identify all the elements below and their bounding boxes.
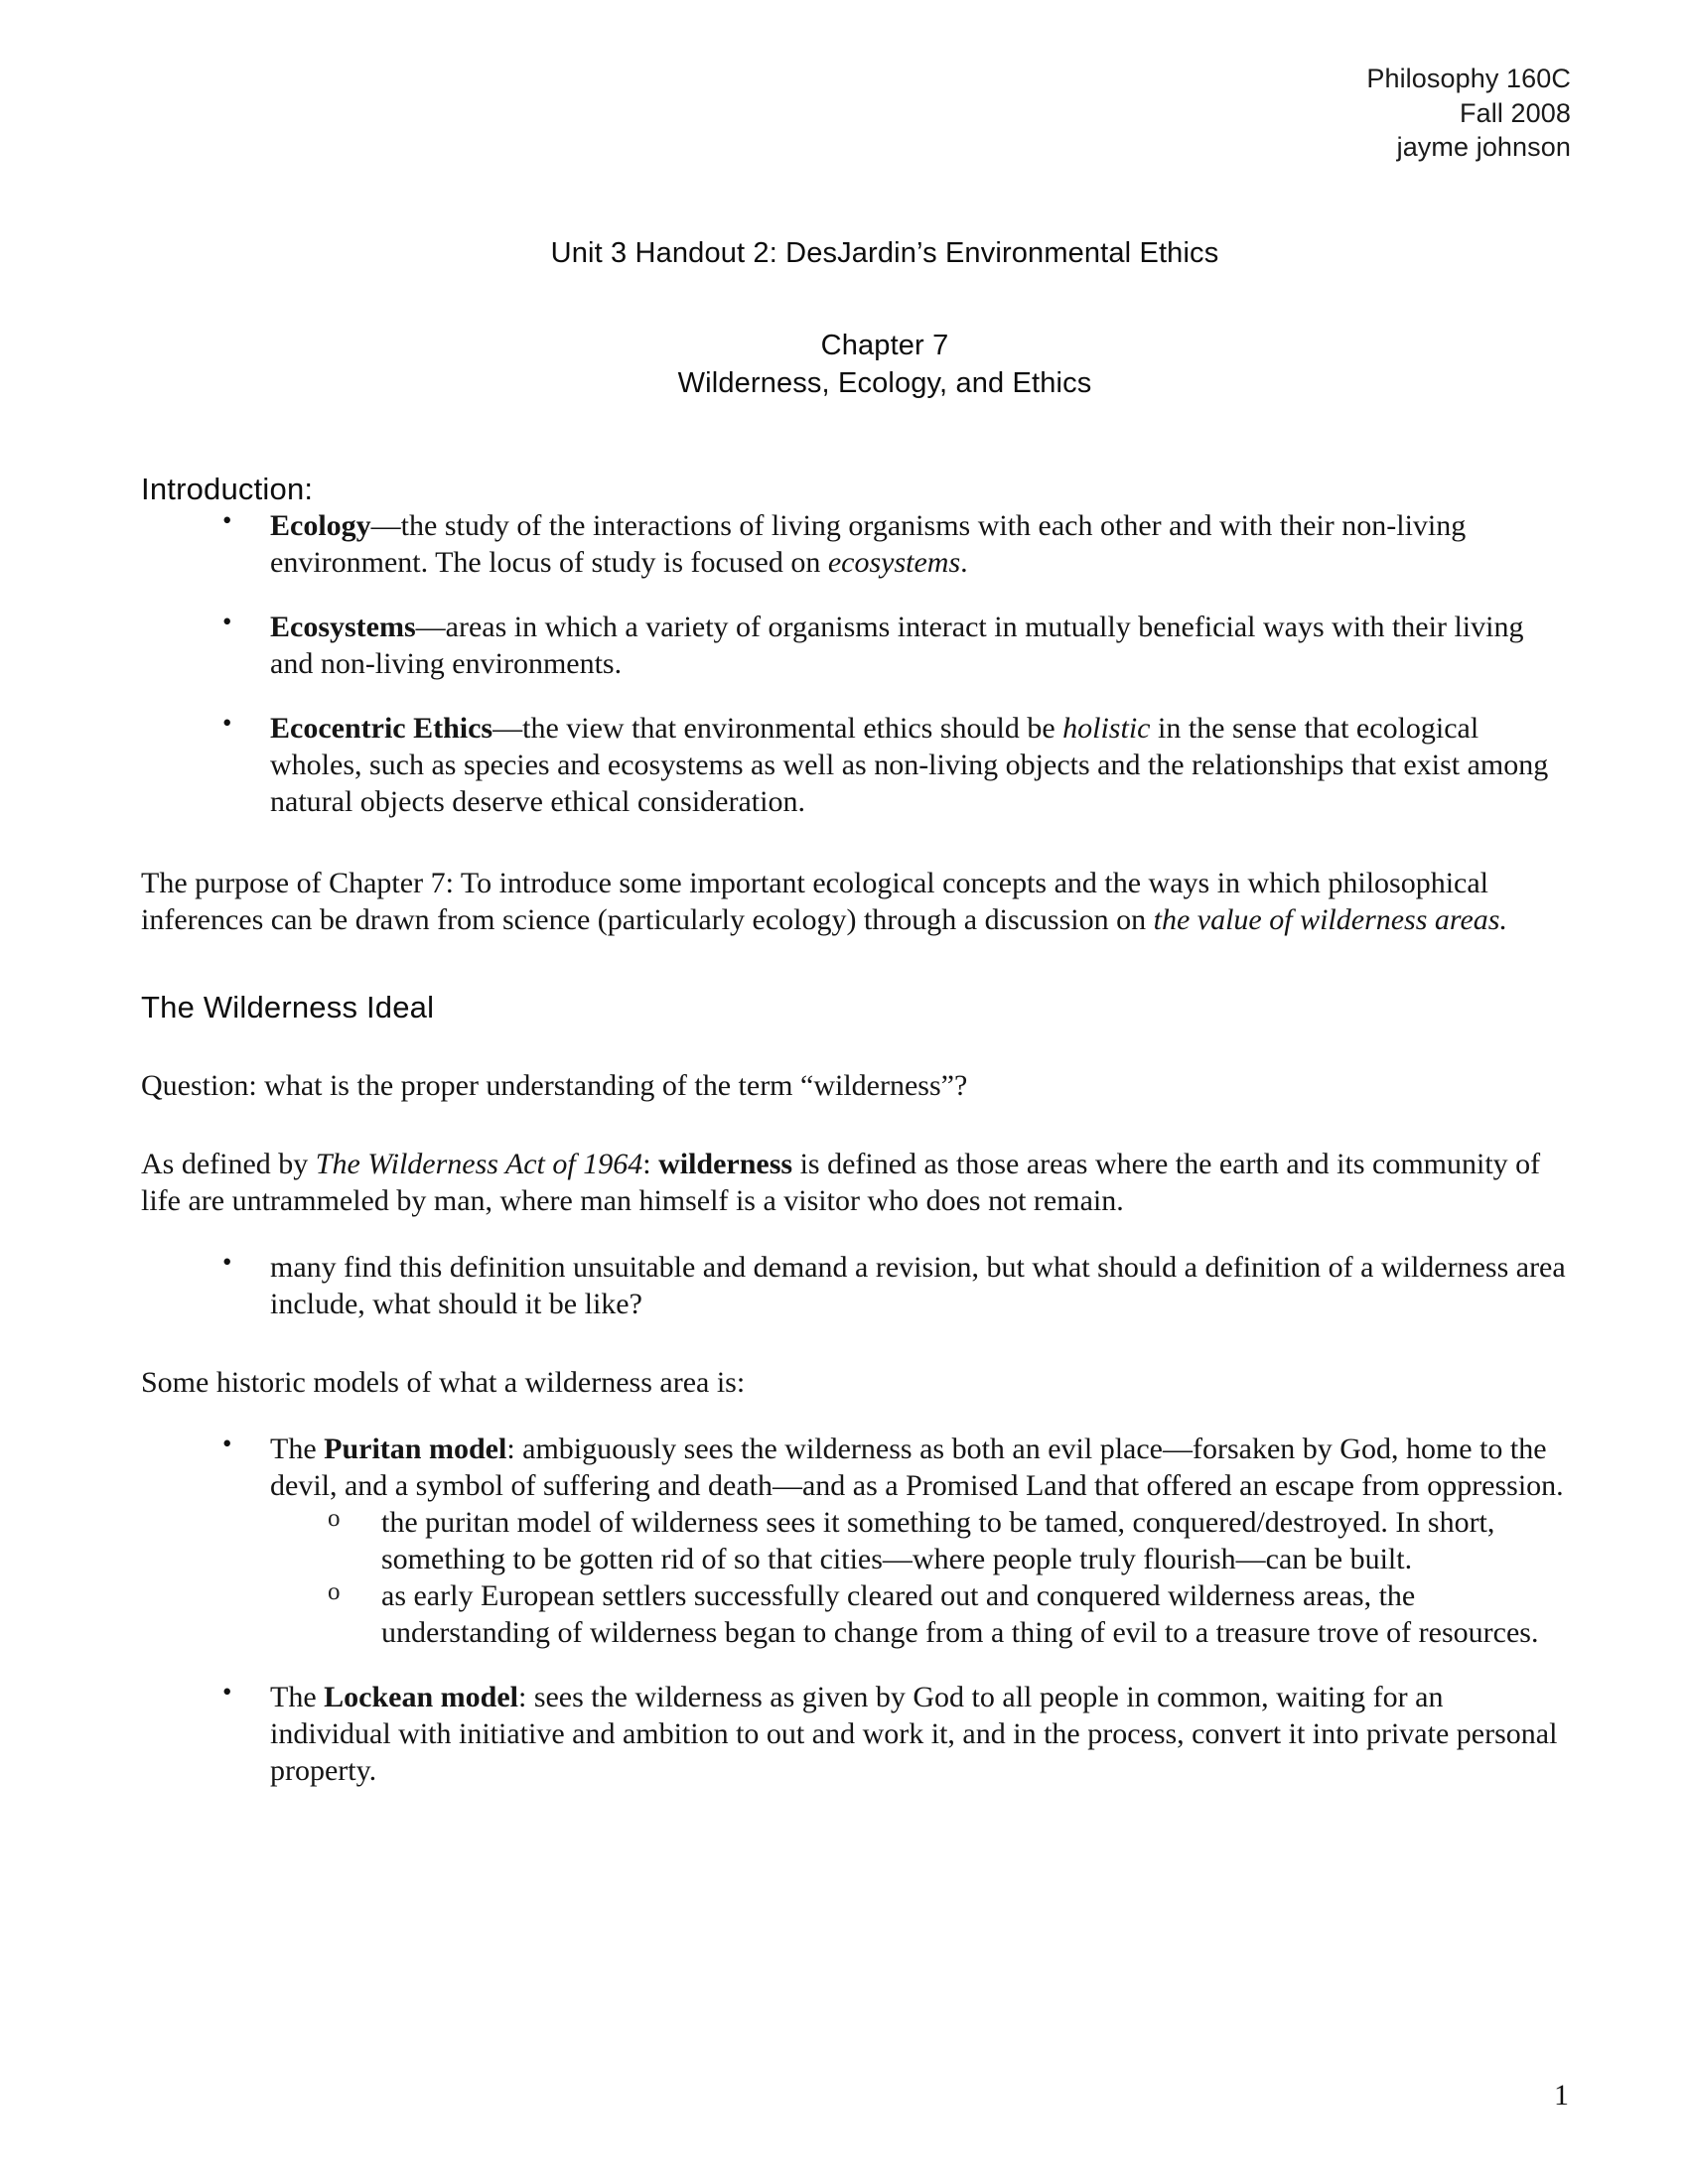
act-definition-paragraph: [141, 1146, 1569, 1219]
model-body: : ambiguously sees the wilderness as both an evil place—forsaken by God, home to the devil, and a symbol of suffering and death—and as a Promised Land that offered an escape from oppression.: [270, 1432, 1564, 1502]
purpose-text: The purpose of Chapter 7: To introduce some important ecological concepts and the ways in which philosophical inferences can be drawn from science (particularly ecology) through a discussion on: [141, 866, 1489, 936]
list-item: [199, 609, 1571, 682]
definition-body: the view that environmental ethics should be: [522, 712, 1063, 746]
list-item: [199, 1679, 1571, 1789]
wilderness-ideal-heading: The Wilderness Ideal: [141, 989, 435, 1024]
act-lead: As defined by: [141, 1147, 316, 1180]
model-body: : sees the wilderness as given by God to all people in common, waiting for an individual with initiative and ambition to out and work it, and in the process, convert it into private personal property.: [270, 1681, 1558, 1788]
model-lead: The: [270, 1432, 325, 1465]
definition-term: Ecocentric Ethics: [270, 712, 493, 746]
question-paragraph: Question: what is the proper understanding of the term “wilderness”?: [141, 1068, 968, 1102]
models-intro-paragraph: Some historic models of what a wilderness area is:: [141, 1365, 746, 1399]
model-name: Lockean model: [324, 1681, 518, 1714]
chapter-title-block: [199, 327, 1571, 403]
definitions-list: [199, 507, 1571, 820]
act-colon: :: [642, 1147, 659, 1180]
header-term: Fall 2008: [1460, 97, 1571, 128]
definition-italic: holistic: [1062, 712, 1151, 746]
definition-body-tail: .: [960, 546, 968, 580]
purpose-paragraph: [141, 865, 1569, 938]
document-header: [199, 62, 1571, 165]
model-name: Puritan model: [324, 1432, 507, 1465]
header-instructor: jayme johnson: [1396, 132, 1571, 163]
header-course: Philosophy 160C: [1366, 64, 1571, 93]
chapter-subtitle: Wilderness, Ecology, and Ethics: [677, 366, 1092, 399]
purpose-italic: the value of wilderness areas.: [1153, 902, 1507, 936]
chapter-number: Chapter 7: [820, 329, 949, 361]
handout-title: Unit 3 Handout 2: DesJardin’s Environmental Ethics: [550, 236, 1219, 269]
list-item: o as early European settlers successfully cleared out and conquered wilderness areas, the understanding of wilderness began to change from a thing of evil to a treasure trove of resources.: [306, 1577, 1571, 1651]
definition-italic: ecosystems: [827, 546, 961, 580]
definition-body: areas in which a variety of organisms interact in mutually beneficial ways with their living and non-living environments.: [270, 611, 1524, 681]
model-sub-list: [270, 1504, 1571, 1651]
model-lead: The: [270, 1681, 325, 1714]
revision-bullet-list: [199, 1249, 1571, 1322]
page-number: 1: [1554, 2079, 1569, 2112]
list-item: • many find this definition unsuitable and demand a revision, but what should a definition of a wilderness area include, what should it be like?: [199, 1249, 1571, 1322]
introduction-heading: Introduction:: [141, 472, 314, 507]
definition-dash: —: [492, 712, 523, 746]
definition-term: Ecology: [270, 509, 371, 543]
definition-body: the study of the interactions of living organisms with each other and with their non-living environment. The locus of study is focused on: [270, 509, 1467, 580]
act-bold-term: wilderness: [658, 1147, 793, 1180]
definition-dash: —: [415, 611, 446, 644]
act-rest: is defined as those areas where the earth and its community of life are untrammeled by man, where man himself is a visitor who does not remain.: [141, 1147, 1541, 1217]
definition-body-tail: in the sense that ecological wholes, such as species and ecosystems as well as non-living objects and the relationships that exist among natural objects deserve ethical consideration.: [270, 712, 1549, 819]
list-item: [199, 710, 1571, 820]
list-item: [199, 507, 1571, 581]
act-title-italic: The Wilderness Act of 1964: [315, 1147, 643, 1180]
definition-dash: —: [370, 509, 401, 543]
list-item: o the puritan model of wilderness sees it something to be tamed, conquered/destroyed. In short, something to be gotten rid of so that cities—where people truly flourish—can be built.: [306, 1504, 1571, 1577]
models-list: [199, 1431, 1571, 1789]
definition-term: Ecosystems: [270, 611, 416, 644]
list-item: [199, 1431, 1571, 1651]
